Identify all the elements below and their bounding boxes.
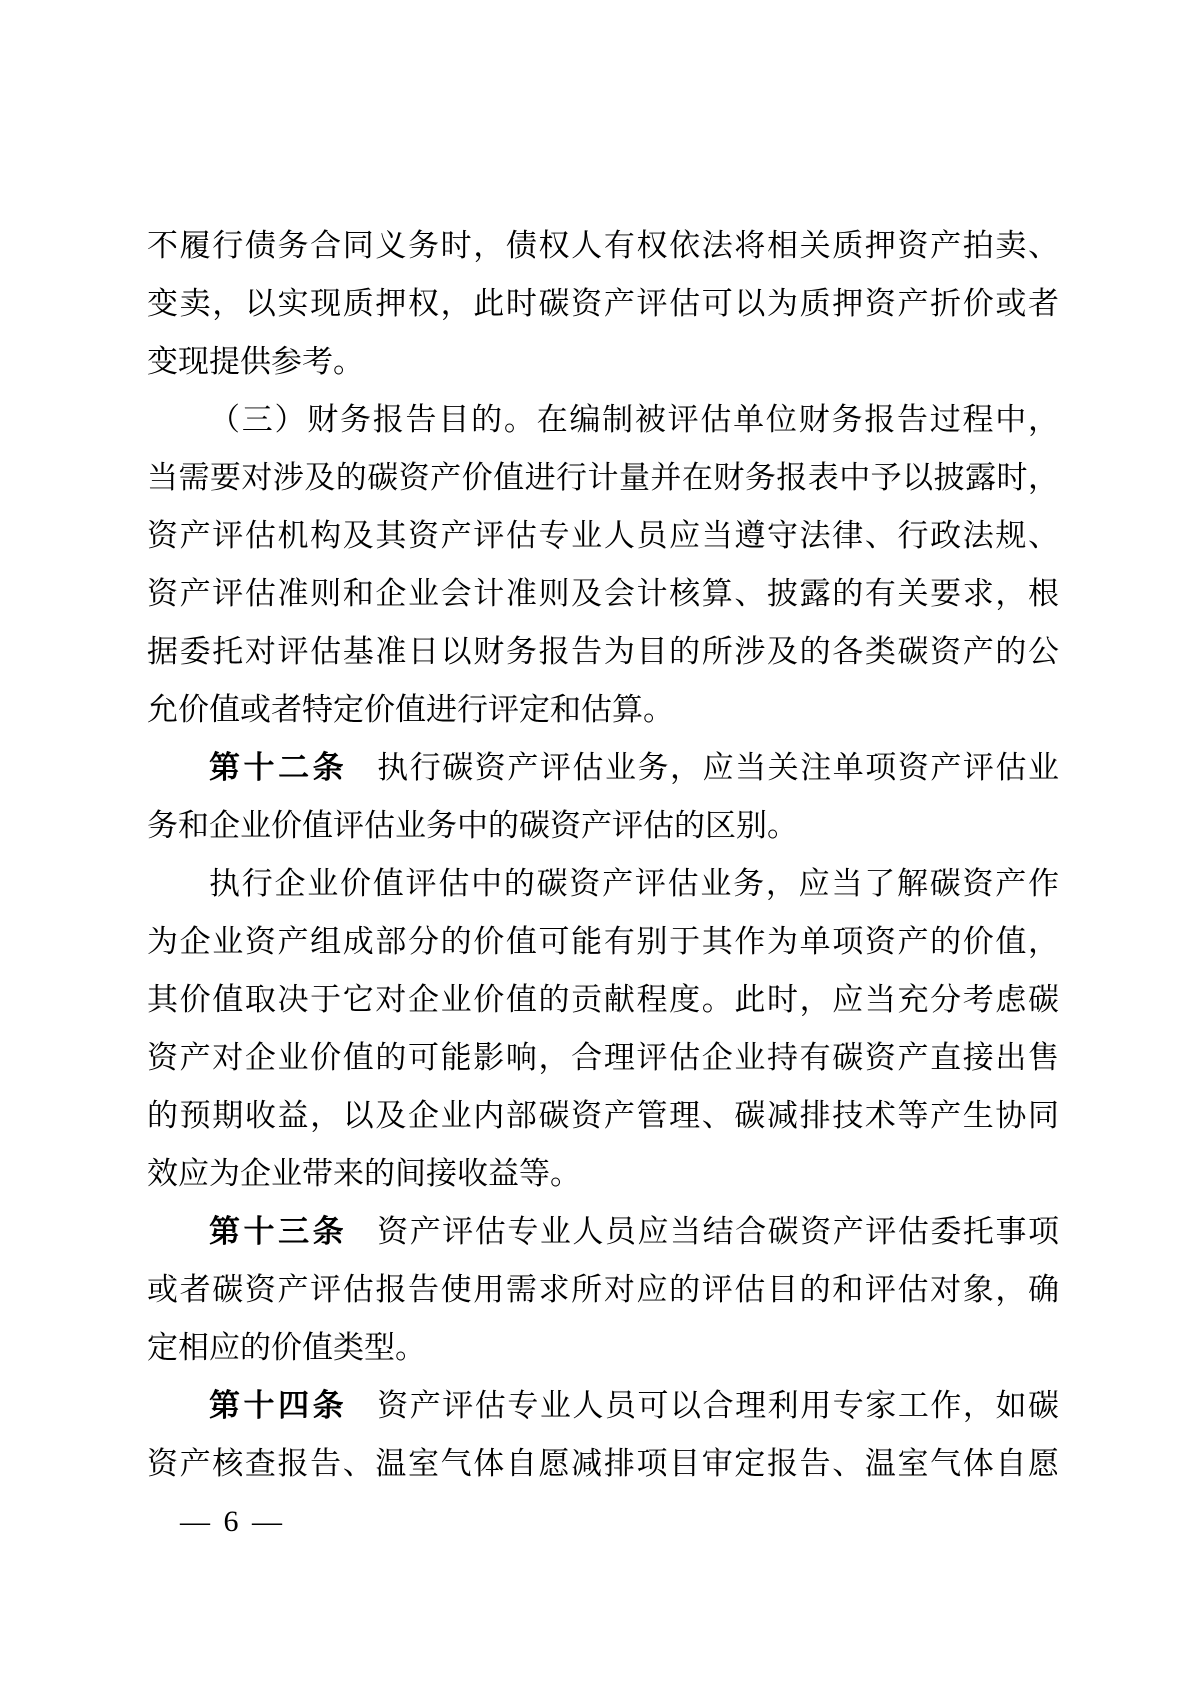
text-line: 变现提供参考。 bbox=[147, 344, 364, 379]
article-12-heading-line bbox=[147, 739, 1059, 797]
section-3-heading-line: （三）财务报告目的。在编制被评估单位财务报告过程中， bbox=[209, 402, 1059, 437]
article-14-heading-line bbox=[147, 1377, 1059, 1435]
text-line: 变卖，以实现质押权，此时碳资产评估可以为质押资产折价或者 bbox=[147, 286, 1059, 321]
document-body bbox=[147, 217, 1059, 1493]
article-12-number: 第十二条 bbox=[209, 750, 348, 785]
text-line: 执行企业价值评估中的碳资产评估业务，应当了解碳资产作 bbox=[209, 866, 1059, 901]
article-14-number: 第十四条 bbox=[209, 1388, 348, 1423]
page-number: — 6 — bbox=[180, 1505, 285, 1538]
text-line: 允价值或者特定价值进行评定和估算。 bbox=[147, 692, 674, 727]
text-line: 不履行债务合同义务时，债权人有权依法将相关质押资产拍卖、 bbox=[147, 228, 1059, 263]
article-13-number: 第十三条 bbox=[209, 1214, 348, 1249]
text-line: 据委托对评估基准日以财务报告为目的所涉及的各类碳资产的公 bbox=[147, 634, 1059, 669]
text-line: 资产核查报告、温室气体自愿减排项目审定报告、温室气体自愿 bbox=[147, 1446, 1059, 1481]
text-line: 其价值取决于它对企业价值的贡献程度。此时，应当充分考虑碳 bbox=[147, 982, 1059, 1017]
article-14-text: 资产评估专业人员可以合理利用专家工作，如碳 bbox=[377, 1388, 1060, 1423]
text-line: 资产评估机构及其资产评估专业人员应当遵守法律、行政法规、 bbox=[147, 518, 1059, 553]
text-line: 资产对企业价值的可能影响，合理评估企业持有碳资产直接出售 bbox=[147, 1040, 1059, 1075]
article-12-text: 执行碳资产评估业务，应当关注单项资产评估业 bbox=[377, 750, 1060, 785]
article-13-text: 资产评估专业人员应当结合碳资产评估委托事项 bbox=[377, 1214, 1060, 1249]
text-line: 定相应的价值类型。 bbox=[147, 1330, 426, 1365]
text-line: 或者碳资产评估报告使用需求所对应的评估目的和评估对象，确 bbox=[147, 1272, 1059, 1307]
text-line: 效应为企业带来的间接收益等。 bbox=[147, 1156, 581, 1191]
text-line: 资产评估准则和企业会计准则及会计核算、披露的有关要求，根 bbox=[147, 576, 1059, 611]
text-line: 的预期收益，以及企业内部碳资产管理、碳减排技术等产生协同 bbox=[147, 1098, 1059, 1133]
article-13-heading-line bbox=[147, 1203, 1059, 1261]
text-line: 当需要对涉及的碳资产价值进行计量并在财务报表中予以披露时， bbox=[147, 460, 1059, 495]
text-line: 务和企业价值评估业务中的碳资产评估的区别。 bbox=[147, 808, 798, 843]
text-line: 为企业资产组成部分的价值可能有别于其作为单项资产的价值， bbox=[147, 924, 1059, 959]
